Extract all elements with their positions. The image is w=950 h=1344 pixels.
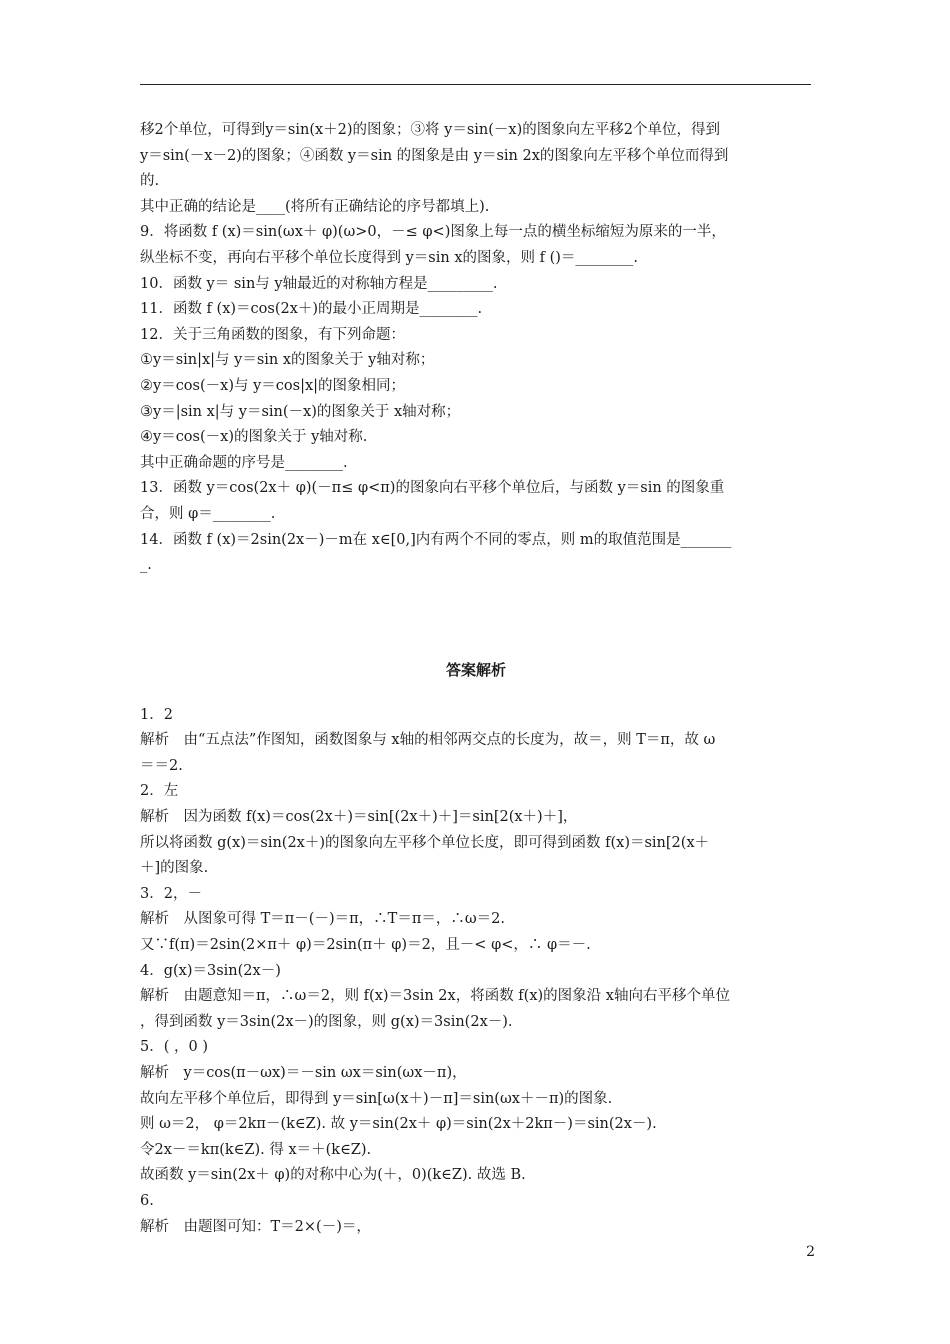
- text-line: 解析 由“五点法”作图知，函数图象与 x轴的相邻两交点的长度为，故＝，则 T＝π，故 ω: [140, 732, 716, 749]
- answers-block: [140, 703, 812, 1240]
- answer-4-line: 4．g(x)＝3sin(2x－): [140, 962, 281, 979]
- question-13-line: 13．函数 y＝cos(2x＋ φ)(－π≤ φ<π)的图象向右平移个单位后，与函数 y＝sin 的图象重: [140, 480, 725, 497]
- text-line: ＋]的图象.: [140, 860, 209, 877]
- question-11-line: 11．函数 f (x)＝cos(2x＋)的最小正周期是________.: [140, 301, 483, 318]
- text-line: 其中正确的结论是____(将所有正确结论的序号都填上).: [140, 198, 490, 215]
- page-content: [140, 118, 812, 1240]
- text-line: 令2x－＝kπ(k∈Z). 得 x＝＋(k∈Z).: [140, 1141, 372, 1158]
- text-line: ④y＝cos(－x)的图象关于 y轴对称.: [140, 429, 368, 446]
- text-line: 解析 从图象可得 T＝π－(－)＝π，∴T＝π＝，∴ω＝2.: [140, 911, 506, 928]
- answer-2-line: 2．左: [140, 783, 179, 800]
- text-line: 解析 由题意知＝π，∴ω＝2，则 f(x)＝3sin 2x，将函数 f(x)的图象沿 x轴向右平移个单位: [140, 988, 730, 1005]
- text-line: 的.: [140, 173, 160, 190]
- answer-1-line: 1．2: [140, 706, 173, 723]
- text-line: ＝＝2.: [140, 757, 183, 774]
- text-line: 解析 因为函数 f(x)＝cos(2x＋)＝sin[(2x＋)＋]＝sin[2(x＋)＋]，: [140, 809, 578, 826]
- text-line: 故函数 y＝sin(2x＋ φ)的对称中心为(＋，0)(k∈Z). 故选 B.: [140, 1167, 526, 1184]
- text-line: 纵坐标不变，再向右平移个单位长度得到 y＝sin x的图象，则 f ()＝________.: [140, 249, 639, 266]
- question-14-line: 14．函数 f (x)＝2sin(2x－)－m在 x∈[0,]内有两个不同的零点，则 m的取值范围是_______: [140, 531, 732, 548]
- text-line: ③y＝|sin x|与 y＝sin(－x)的图象关于 x轴对称；: [140, 403, 461, 420]
- text-line: 移2个单位，可得到y＝sin(x＋2)的图象；③将 y＝sin(－x)的图象向左平移2个单位，得到: [140, 122, 720, 138]
- header-rule: [140, 84, 811, 85]
- text-line: ，得到函数 y＝3sin(2x－)的图象，则 g(x)＝3sin(2x－).: [140, 1013, 513, 1030]
- text-line: 故向左平移个单位后，即得到 y＝sin[ω(x＋)－π]＝sin(ωx＋－π)的图象.: [140, 1090, 613, 1107]
- text-line: 解析 由题图可知：T＝2×(－)＝，: [140, 1218, 371, 1235]
- question-9-line: 9．将函数 f (x)＝sin(ωx＋ φ)(ω>0，－≤ φ<)图象上每一点的横坐标缩短为原来的一半，: [140, 224, 726, 241]
- question-10-line: 10．函数 y＝ sin与 y轴最近的对称轴方程是_________.: [140, 275, 498, 292]
- answer-5-line: 5．( ，0 ): [140, 1039, 208, 1056]
- answer-3-line: 3．2，－: [140, 885, 202, 902]
- text-line: 其中正确命题的序号是________.: [140, 454, 348, 471]
- questions-block: [140, 118, 812, 579]
- page-number: 2: [806, 1244, 815, 1260]
- answer-section-title: 答案解析: [445, 660, 506, 679]
- text-line: 则 ω＝2， φ＝2kπ－(k∈Z). 故 y＝sin(2x＋ φ)＝sin(2x＋2kπ－)＝sin(2x－).: [140, 1116, 657, 1133]
- text-line: 所以将函数 g(x)＝sin(2x＋)的图象向左平移个单位长度，即可得到函数 f(x)＝sin[2(x＋: [140, 834, 710, 851]
- text-line: ②y＝cos(－x)与 y＝cos|x|的图象相同；: [140, 377, 406, 394]
- text-line: y＝sin(－x－2)的图象；④函数 y＝sin 的图象是由 y＝sin 2x的图象向左平移个单位而得到: [140, 147, 729, 164]
- text-line: 合，则 φ＝________.: [140, 505, 276, 522]
- text-line: 解析 y＝cos(π－ωx)＝－sin ωx＝sin(ωx－π)，: [140, 1065, 467, 1081]
- text-line: 又∵f(π)＝2sin(2×π＋ φ)＝2sin(π＋ φ)＝2，且－< φ<，∴ φ＝－.: [140, 937, 591, 954]
- text-line: _.: [140, 557, 152, 574]
- question-12-line: 12．关于三角函数的图象，有下列命题：: [140, 326, 405, 343]
- text-line: ①y＝sin|x|与 y＝sin x的图象关于 y轴对称；: [140, 352, 435, 369]
- answer-6-line: 6.: [140, 1192, 154, 1209]
